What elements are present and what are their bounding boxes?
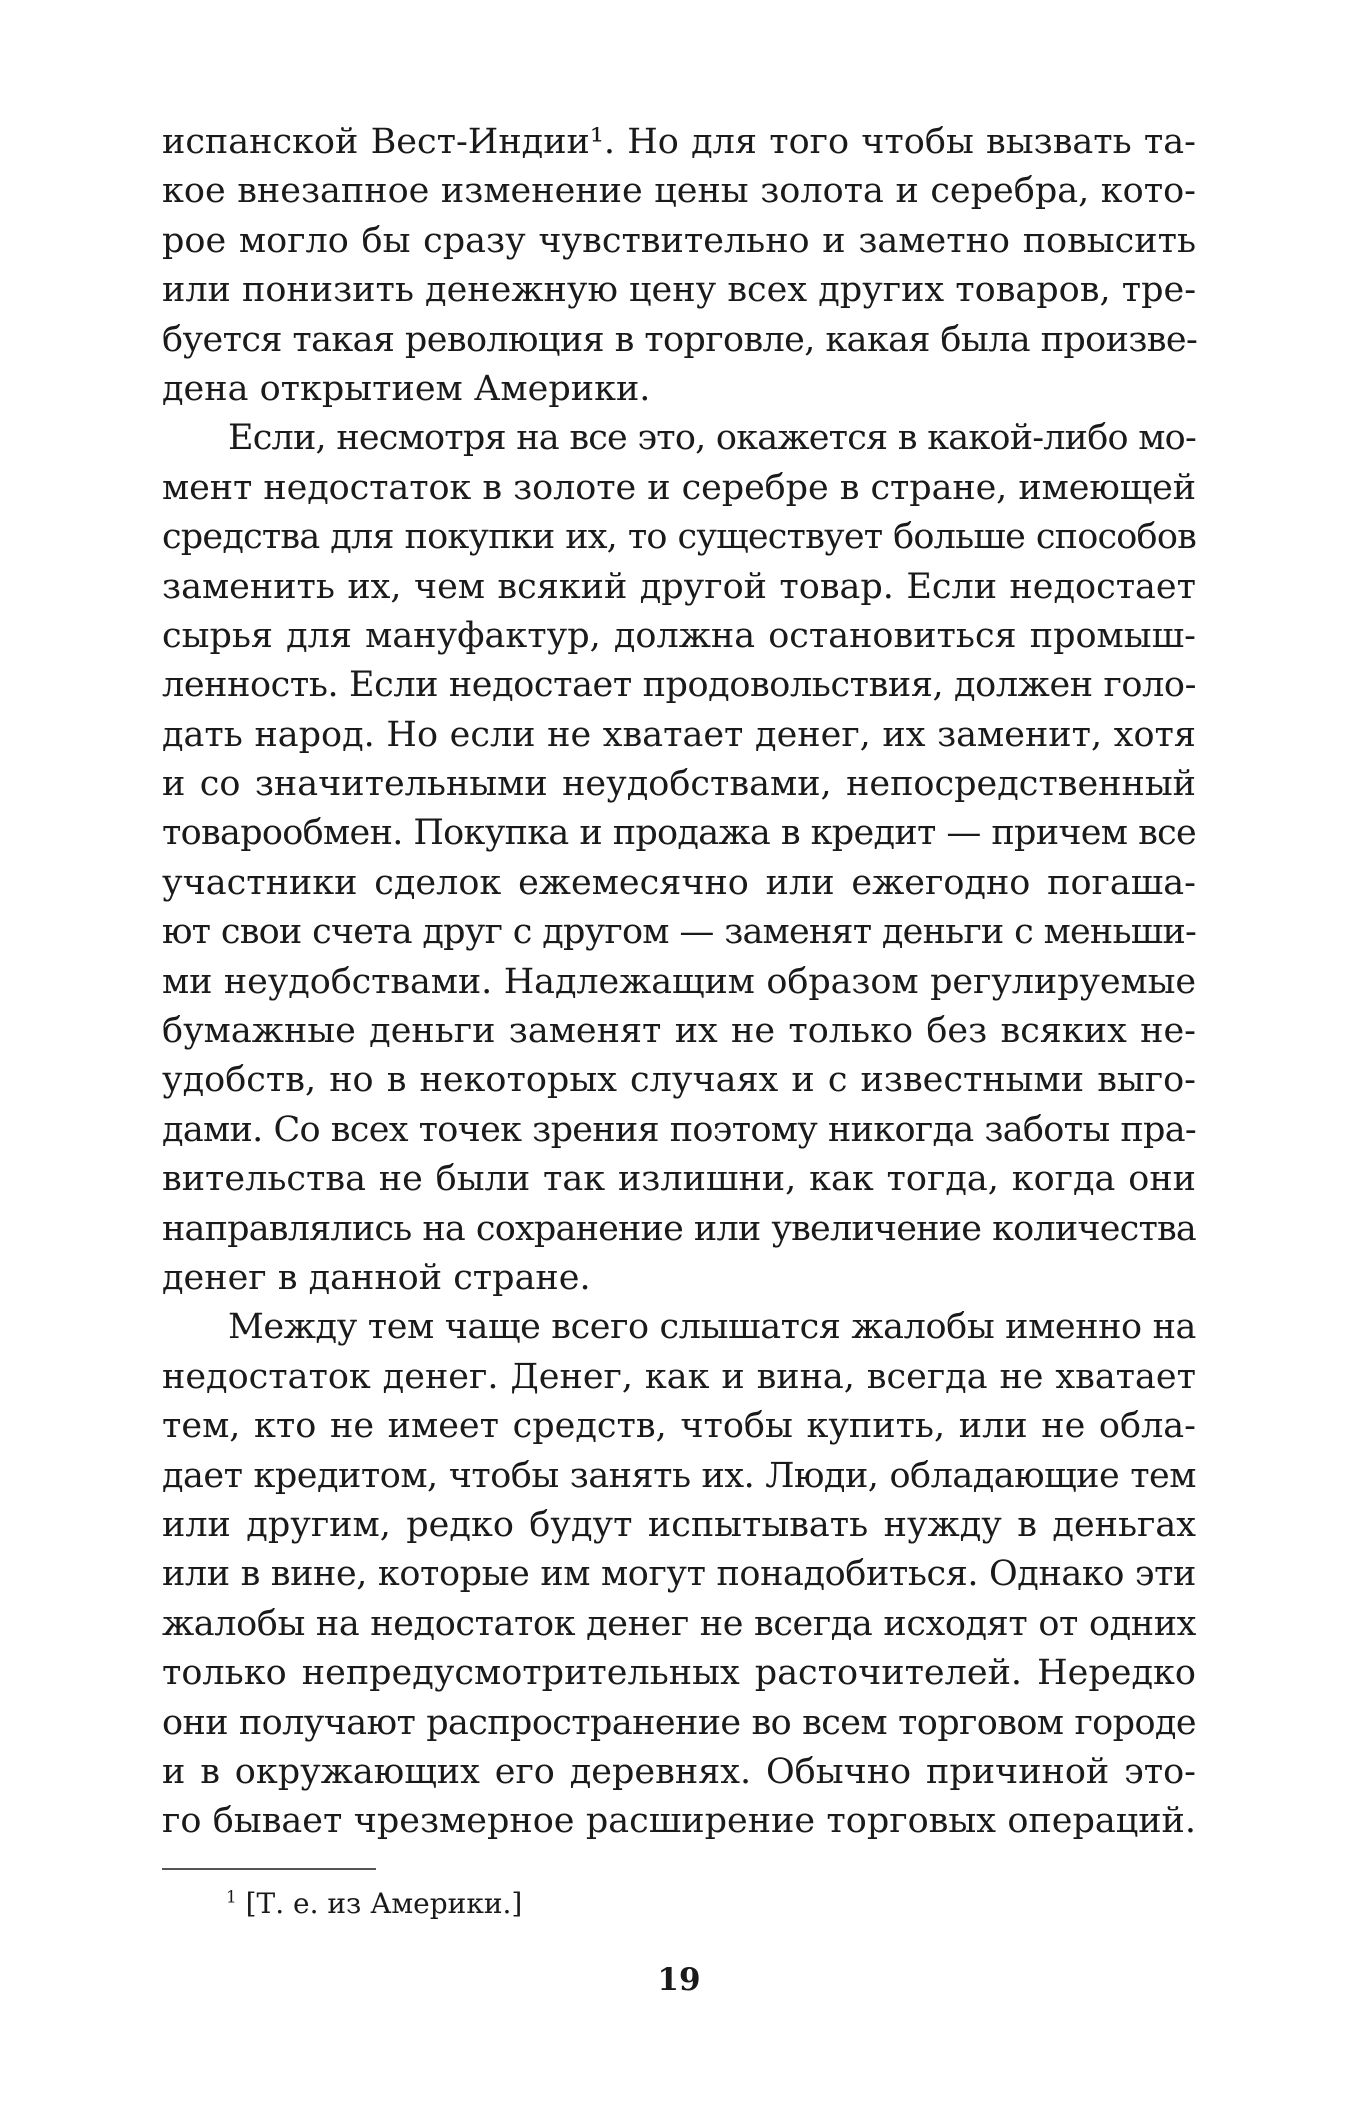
text-line: дами. Со всех точек зрения поэтому никогда заботы пра- bbox=[162, 1109, 1196, 1150]
text-line: ленность. Если недостает продовольствия, должен голо- bbox=[162, 665, 1196, 706]
text-line: недостаток денег. Денег, как и вина, всегда не хватает bbox=[162, 1356, 1196, 1397]
text-line: товарообмен. Покупка и продажа в кредит — причем все bbox=[162, 813, 1196, 854]
text-line: денег в данной стране. bbox=[162, 1257, 591, 1298]
footnote bbox=[226, 1884, 522, 1924]
page-number: 19 bbox=[657, 1962, 701, 1998]
text-line: направлялись на сохранение или увеличение количества bbox=[162, 1208, 1196, 1249]
text-line: Между тем чаще всего слышатся жалобы именно на bbox=[228, 1307, 1196, 1348]
text-line: Если, несмотря на все это, окажется в какой-либо мо- bbox=[228, 418, 1196, 459]
text-line: рое могло бы сразу чувствительно и заметно повысить bbox=[162, 220, 1196, 261]
text-line: буется такая революция в торговле, какая была произве- bbox=[162, 319, 1198, 360]
text-line: ют свои счета друг с другом — заменят деньги с меньши- bbox=[162, 912, 1196, 953]
text-line: жалобы на недостаток денег не всегда исходят от одних bbox=[162, 1603, 1196, 1644]
text-line: кое внезапное изменение цены золота и серебра, кото- bbox=[162, 171, 1196, 212]
text-line: или понизить денежную цену всех других товаров, тре- bbox=[162, 270, 1197, 311]
text-line: участники сделок ежемесячно или ежегодно погаша- bbox=[162, 862, 1196, 903]
footnote-text: [Т. е. из Америки.] bbox=[245, 1887, 523, 1920]
text-line: вительства не были так излишни, как тогда, когда они bbox=[162, 1159, 1196, 1200]
text-line: только непредусмотрительных расточителей. Нередко bbox=[162, 1653, 1196, 1694]
text-line: средства для покупки их, то существует больше способов bbox=[162, 517, 1196, 558]
text-line: или в вине, которые им могут понадобиться. Однако эти bbox=[162, 1554, 1196, 1595]
text-line: го бывает чрезмерное расширение торговых операций. bbox=[162, 1801, 1196, 1842]
text-line: они получают распространение во всем торговом городе bbox=[162, 1702, 1196, 1743]
text-line: сырья для мануфактур, должна остановиться промыш- bbox=[162, 615, 1196, 656]
footnote-separator bbox=[162, 1868, 376, 1870]
text-line: или другим, редко будут испытывать нужду в деньгах bbox=[162, 1504, 1196, 1545]
footnote-marker: 1 bbox=[226, 1886, 237, 1907]
text-line: мент недостаток в золоте и серебре в стране, имеющей bbox=[162, 467, 1196, 508]
text-line: удобств, но в некоторых случаях и с известными выго- bbox=[162, 1060, 1196, 1101]
text-line: и в окружающих его деревнях. Обычно причиной это- bbox=[162, 1751, 1196, 1792]
text-line: заменить их, чем всякий другой товар. Если недостает bbox=[162, 566, 1196, 607]
text-line: тем, кто не имеет средств, чтобы купить, или не обла- bbox=[162, 1406, 1196, 1447]
text-line: испанской Вест-Индии¹. Но для того чтобы вызвать та- bbox=[162, 122, 1196, 162]
text-line: ми неудобствами. Надлежащим образом регулируемые bbox=[162, 961, 1196, 1002]
text-line: и со значительными неудобствами, непосредственный bbox=[162, 764, 1196, 805]
text-line: дена открытием Америки. bbox=[162, 368, 651, 409]
text-line: бумажные деньги заменят их не только без всяких не- bbox=[162, 1011, 1196, 1052]
text-line: дать народ. Но если не хватает денег, их заменит, хотя bbox=[162, 714, 1196, 755]
text-line: дает кредитом, чтобы занять их. Люди, обладающие тем bbox=[162, 1455, 1196, 1496]
body-text bbox=[162, 118, 1196, 1847]
